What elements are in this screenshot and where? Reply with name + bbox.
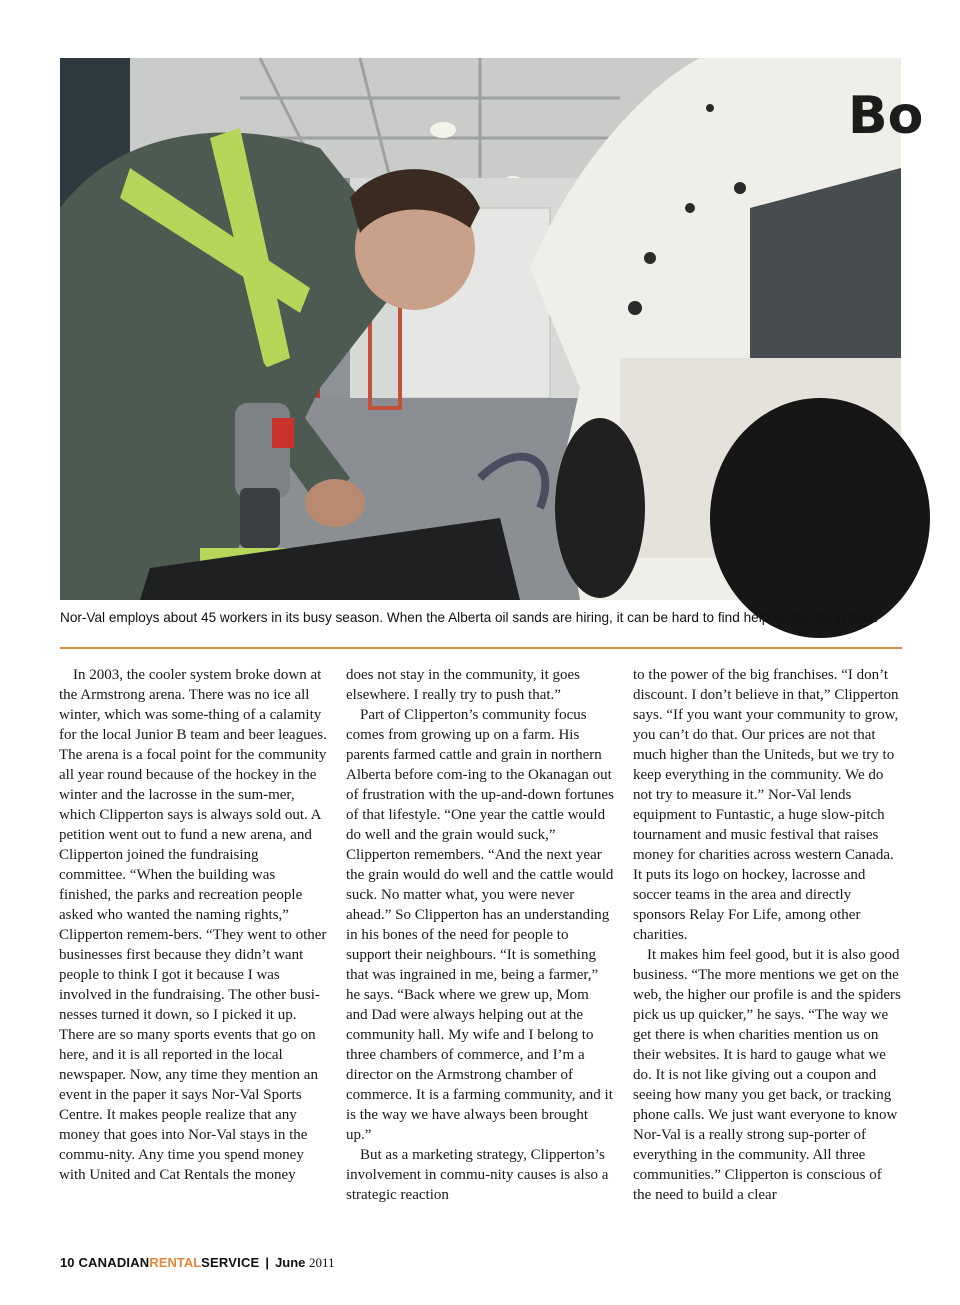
issue-year: 2011 [309, 1255, 335, 1270]
photo-illustration [60, 58, 924, 600]
paragraph: Part of Clipperton’s community focus comes from growing up on a farm. His parents farmed cattle and grain in northern Alberta before com-ing to the Okanagan out of frustration with the up-and-down fortunes of that lifestyle. “One year the cattle would do well and the grain would suck,” Clipperton remembers. “And the next year the grain would do well and the cattle would suck. No matter what, you were never ahead.” So Clipperton has an understanding in his bones of the need for people to support their neighbours. “It is something that was ingrained in me, being a farmer,” he says. “Back where we grew up, Mom and Dad were always helping out at the community hall. My wife and I belong to three chambers of commerce, and I’m a director on the Armstrong chamber of commerce. It is a farming community, and it is the way we have always been brought up.” [346, 707, 614, 1143]
page-number: 10 [60, 1255, 75, 1270]
publication-name-part1: CANADIAN [78, 1255, 150, 1270]
folio-separator: | [265, 1255, 270, 1270]
paragraph: In 2003, the cooler system broke down at the Armstrong arena. There was no ice all winter, which was some-thing of a calamity for the local Junior B team and beer leagues. The arena is a focal point for the community all year round because of the hockey in the winter and the lacrosse in the sum-mer, which Clipperton says is always sold out. A petition went out to fund a new arena, and Clipperton joined the fundraising committee. “When the building was finished, the parks and recreation people asked who wanted the naming rights,” Clipperton remem-bers. “They went to other businesses first because they didn’t want people to think I got it because I was involved in the fundraising. The other busi-nesses turned it down, so I picked it up. There are so many sports events that go on here, and it is all reported in the local newspaper. Now, any time they mention an event in the paper it says Nor-Val Sports Centre. It makes people realize that any money that goes into Nor-Val stays in the commu-nity. Any time you spend money with United and Cat Rentals the money [59, 667, 327, 1183]
publication-name-part2: RENTAL [149, 1255, 202, 1270]
photo-caption: Nor-Val employs about 45 workers in its busy season. When the Alberta oil sands are hiring, it can be hard to find help for the shop floor. [60, 610, 879, 625]
article-photo [60, 58, 924, 600]
publication-name-part3: SERVICE [201, 1255, 260, 1270]
machine-lettering: Bo [848, 86, 924, 146]
article-column-2 [346, 665, 614, 1205]
issue-month: June [275, 1255, 306, 1270]
paragraph: does not stay in the community, it goes elsewhere. I really try to push that.” [346, 667, 581, 703]
paragraph: to the power of the big franchises. “I don’t discount. I don’t believe in that,” Clipperton says. “If you want your community to grow, you can’t do that. Our prices are not that much higher than the Uniteds, but we try to keep everything in the community. We do not try to measure it.” Nor-Val lends equipment to Funtastic, a huge slow-pitch tournament and music festival that raises money for charities across western Canada. It puts its logo on hockey, lacrosse and soccer teams in the area and directly sponsors Relay For Life, among other charities. [633, 667, 899, 943]
article-column-3 [633, 665, 901, 1205]
article-column-1 [59, 665, 327, 1185]
page-folio [60, 1255, 335, 1271]
paragraph: It makes him feel good, but it is also good business. “The more mentions we get on the web, the higher our profile is and the spiders pick us up quicker,” he says. “The way we get there is when charities mention us on their websites. It is hard to gauge what we do. It is not like giving out a coupon and seeing how many you get back, or tracking phone calls. We just want everyone to know Nor-Val is a really strong sup-porter of everything in the community. All three communities.” Clipperton is conscious of the need to build a clear [633, 947, 901, 1203]
caption-divider [60, 647, 902, 649]
paragraph: But as a marketing strategy, Clipperton’s involvement in commu-nity causes is also a strategic reaction [346, 1147, 609, 1203]
